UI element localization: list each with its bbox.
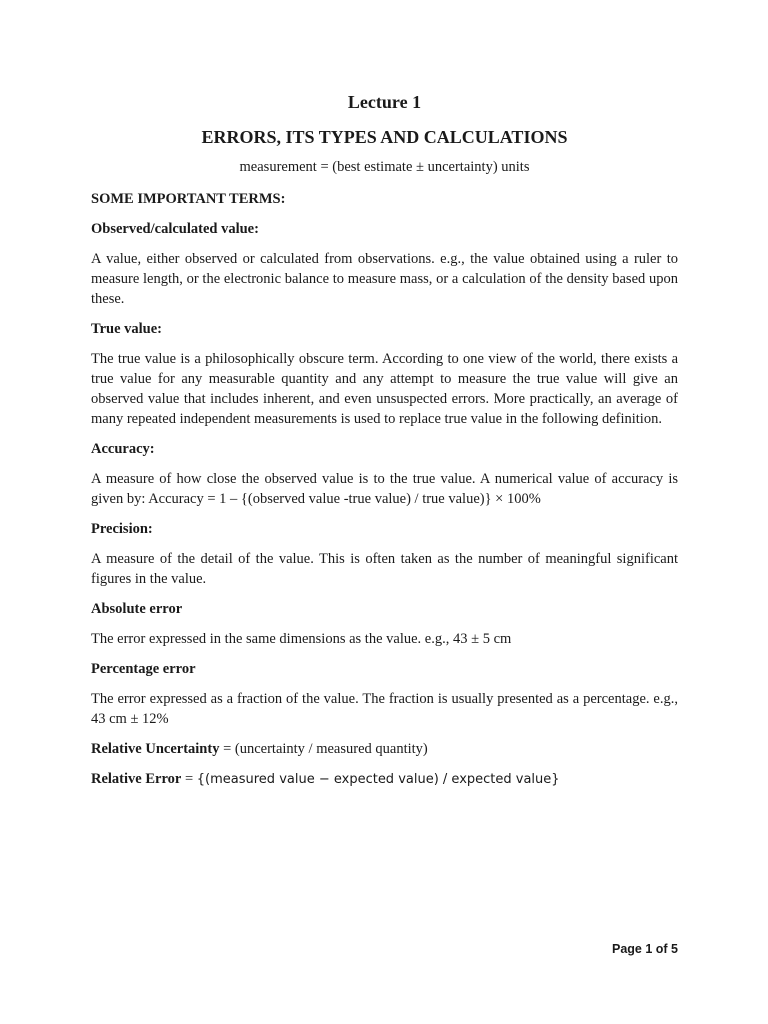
term-body-true-value: The true value is a philosophically obscure term. According to one view of the world, there exists a true value for any measurable quantity and any attempt to measure the true value will give an observed value that includes inherent, and even unsuspected errors. More practically, an average of many repeated independent measurements is used to replace true value in the following definition. [91, 351, 678, 427]
term-heading-accuracy: Accuracy: [91, 441, 155, 457]
term-body-absolute-error: The error expressed in the same dimensions as the value. e.g., 43 ± 5 cm [91, 631, 512, 647]
section-heading: SOME IMPORTANT TERMS: [91, 191, 286, 207]
document-title: ERRORS, ITS TYPES AND CALCULATIONS [201, 127, 568, 147]
measurement-formula: measurement = (best estimate ± uncertainty) units [239, 159, 530, 175]
relative-error-line [91, 769, 678, 790]
term-heading-true-value: True value: [91, 321, 163, 337]
document-body [91, 189, 678, 800]
relative-error-label: Relative Error [91, 771, 182, 787]
relative-error-formula: {(measured value − expected value) / expected value} [196, 772, 560, 787]
relative-error-equals: = [181, 771, 197, 787]
relative-uncertainty-formula: = (uncertainty / measured quantity) [219, 741, 428, 757]
page-number: Page 1 of 5 [612, 942, 678, 956]
lecture-number: Lecture 1 [347, 92, 422, 112]
term-body-precision: A measure of the detail of the value. This is often taken as the number of meaningful significant figures in the value. [91, 551, 678, 587]
term-heading-precision: Precision: [91, 521, 153, 537]
term-body-percentage-error: The error expressed as a fraction of the value. The fraction is usually presented as a percentage. e.g., 43 cm ± 12% [91, 691, 678, 727]
relative-uncertainty-label: Relative Uncertainty [91, 741, 220, 757]
relative-uncertainty-line [91, 739, 678, 759]
term-body-observed: A value, either observed or calculated from observations. e.g., the value obtained using a ruler to measure length, or the electronic balance to measure mass, or a calculation of the density based upon these. [91, 251, 678, 307]
term-heading-absolute-error: Absolute error [91, 601, 183, 617]
term-body-accuracy: A measure of how close the observed value is to the true value. A numerical value of accuracy is given by: Accuracy = 1 – {(observed value -true value) / true value)} × 100% [91, 471, 678, 507]
term-heading-percentage-error: Percentage error [91, 661, 196, 677]
term-heading-observed: Observed/calculated value: [91, 221, 259, 237]
